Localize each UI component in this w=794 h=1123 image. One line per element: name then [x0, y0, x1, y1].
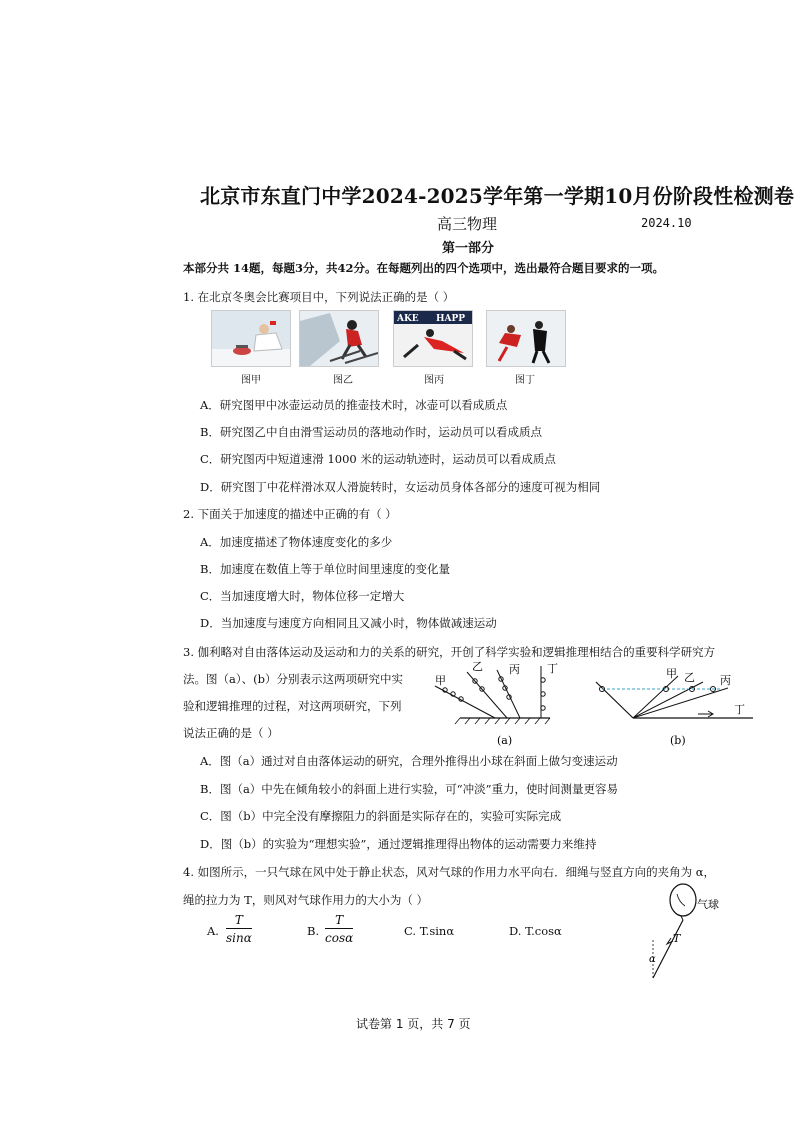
caption-bing: 图丙 — [424, 375, 444, 386]
figure-b-ideal-experiment — [588, 660, 763, 750]
q4-option-c: C. T.sinα — [404, 924, 455, 938]
photo-banner-text-1: AKE — [397, 314, 419, 324]
page-footer: 试卷第 1 页，共 7 页 — [356, 1017, 471, 1031]
caption-ding: 图丁 — [515, 375, 535, 386]
q4-option-b-denominator: cosα — [325, 931, 354, 945]
fig-b-label-bing: 丙 — [720, 674, 731, 687]
q3-stem-line-2: 法。图（a）、(b）分别表示这两项研究中实 — [183, 672, 403, 686]
caption-jia: 图甲 — [241, 375, 261, 386]
q1-option-b: B．研究图乙中自由滑雪运动员的落地动作时，运动员可以看成质点 — [200, 425, 542, 439]
q3-stem-line-3: 验和逻辑推理的过程，对这两项研究，下列 — [183, 699, 402, 713]
q4-option-b-numerator: T — [325, 913, 353, 929]
q3-option-d: D．图（b）的实验为“理想实验”，通过逻辑推理得出物体的运动需要力来维持 — [200, 837, 597, 851]
figure-a-inclines — [425, 660, 575, 750]
q4-option-b-label: B. — [307, 924, 320, 938]
q3-option-a: A．图（a）通过对自由落体运动的研究，合理外推得出小球在斜面上做匀变速运动 — [200, 754, 618, 768]
fig-b-caption: (b) — [670, 734, 686, 747]
q4-option-a-label: A. — [207, 924, 219, 938]
q4-option-a-fraction — [226, 913, 252, 945]
q4-stem-line-2: 绳的拉力为 T，则风对气球作用力的大小为（ ） — [183, 893, 428, 907]
photo-banner-text-2: HAPP — [436, 314, 466, 324]
part-heading: 第一部分 — [442, 241, 495, 256]
q4-option-d: D. T.cosα — [509, 924, 562, 938]
fig-a-label-jia: 甲 — [435, 674, 446, 687]
photo-figure-skating — [486, 310, 566, 367]
angle-label: α — [649, 954, 656, 965]
q1-stem: 1. 在北京冬奥会比赛项目中，下列说法正确的是（ ） — [183, 290, 455, 304]
q2-option-c: C．当加速度增大时，物体位移一定增大 — [200, 589, 405, 603]
q2-option-a: A．加速度描述了物体速度变化的多少 — [200, 535, 393, 549]
q4-option-a-denominator: sinα — [226, 931, 252, 945]
instructions: 本部分共 14题，每题3分，共42分。在每题列出的四个选项中，选出最符合题目要求的一项。 — [183, 261, 665, 275]
fig-b-label-ding: 丁 — [734, 703, 745, 716]
caption-yi: 图乙 — [333, 375, 353, 386]
q1-option-d: D．研究图丁中花样滑冰双人滑旋转时，女运动员身体各部分的速度可视为相同 — [200, 480, 601, 494]
fig-a-label-yi: 乙 — [472, 660, 483, 673]
q1-option-a: A．研究图甲中冰壶运动员的推壶技术时，冰壶可以看成质点 — [200, 398, 508, 412]
q3-stem-line-1: 3. 伽利略对自由落体运动及运动和力的关系的研究，开创了科学实验和逻辑推理相结合的重要科学研究方 — [183, 645, 716, 659]
figure-balloon — [635, 878, 725, 988]
q1-option-c: C．研究图丙中短道速滑 1000 米的运动轨迹时，运动员可以看成质点 — [200, 452, 556, 466]
fig-b-label-jia: 甲 — [666, 667, 677, 680]
subject-title: 高三物理 — [437, 215, 498, 233]
fig-a-label-ding: 丁 — [547, 662, 558, 675]
q3-option-c: C．图（b）中完全没有摩擦阻力的斜面是实际存在的，实验可实际完成 — [200, 809, 562, 823]
q2-option-d: D．当加速度与速度方向相同且又减小时，物体做减速运动 — [200, 616, 497, 630]
q4-option-a-numerator: T — [226, 913, 252, 929]
q4-option-b-fraction — [325, 913, 353, 945]
fig-a-caption: (a) — [497, 734, 513, 747]
q4-stem-line-1: 4. 如图所示，一只气球在风中处于静止状态，风对气球的作用力水平向右．细绳与竖直方向的夹角为 α， — [183, 865, 716, 879]
photo-short-track — [393, 310, 473, 367]
balloon-label: 气球 — [697, 898, 719, 911]
fig-a-label-bing: 丙 — [509, 663, 520, 676]
photo-freestyle-ski — [299, 310, 379, 367]
q3-option-b: B．图（a）中先在倾角较小的斜面上进行实验，可“冲淡”重力，使时间测量更容易 — [200, 782, 619, 796]
exam-date: 2024.10 — [641, 216, 692, 230]
q2-stem: 2. 下面关于加速度的描述中正确的有（ ） — [183, 507, 397, 521]
fig-b-label-yi: 乙 — [684, 671, 695, 684]
tension-label: T — [673, 932, 681, 945]
photo-curling — [211, 310, 291, 367]
q3-stem-line-4: 说法正确的是（ ） — [183, 726, 279, 740]
exam-title: 北京市东直门中学2024-2025学年第一学期10月份阶段性检测卷 — [200, 184, 794, 208]
q2-option-b: B．加速度在数值上等于单位时间里速度的变化量 — [200, 562, 450, 576]
